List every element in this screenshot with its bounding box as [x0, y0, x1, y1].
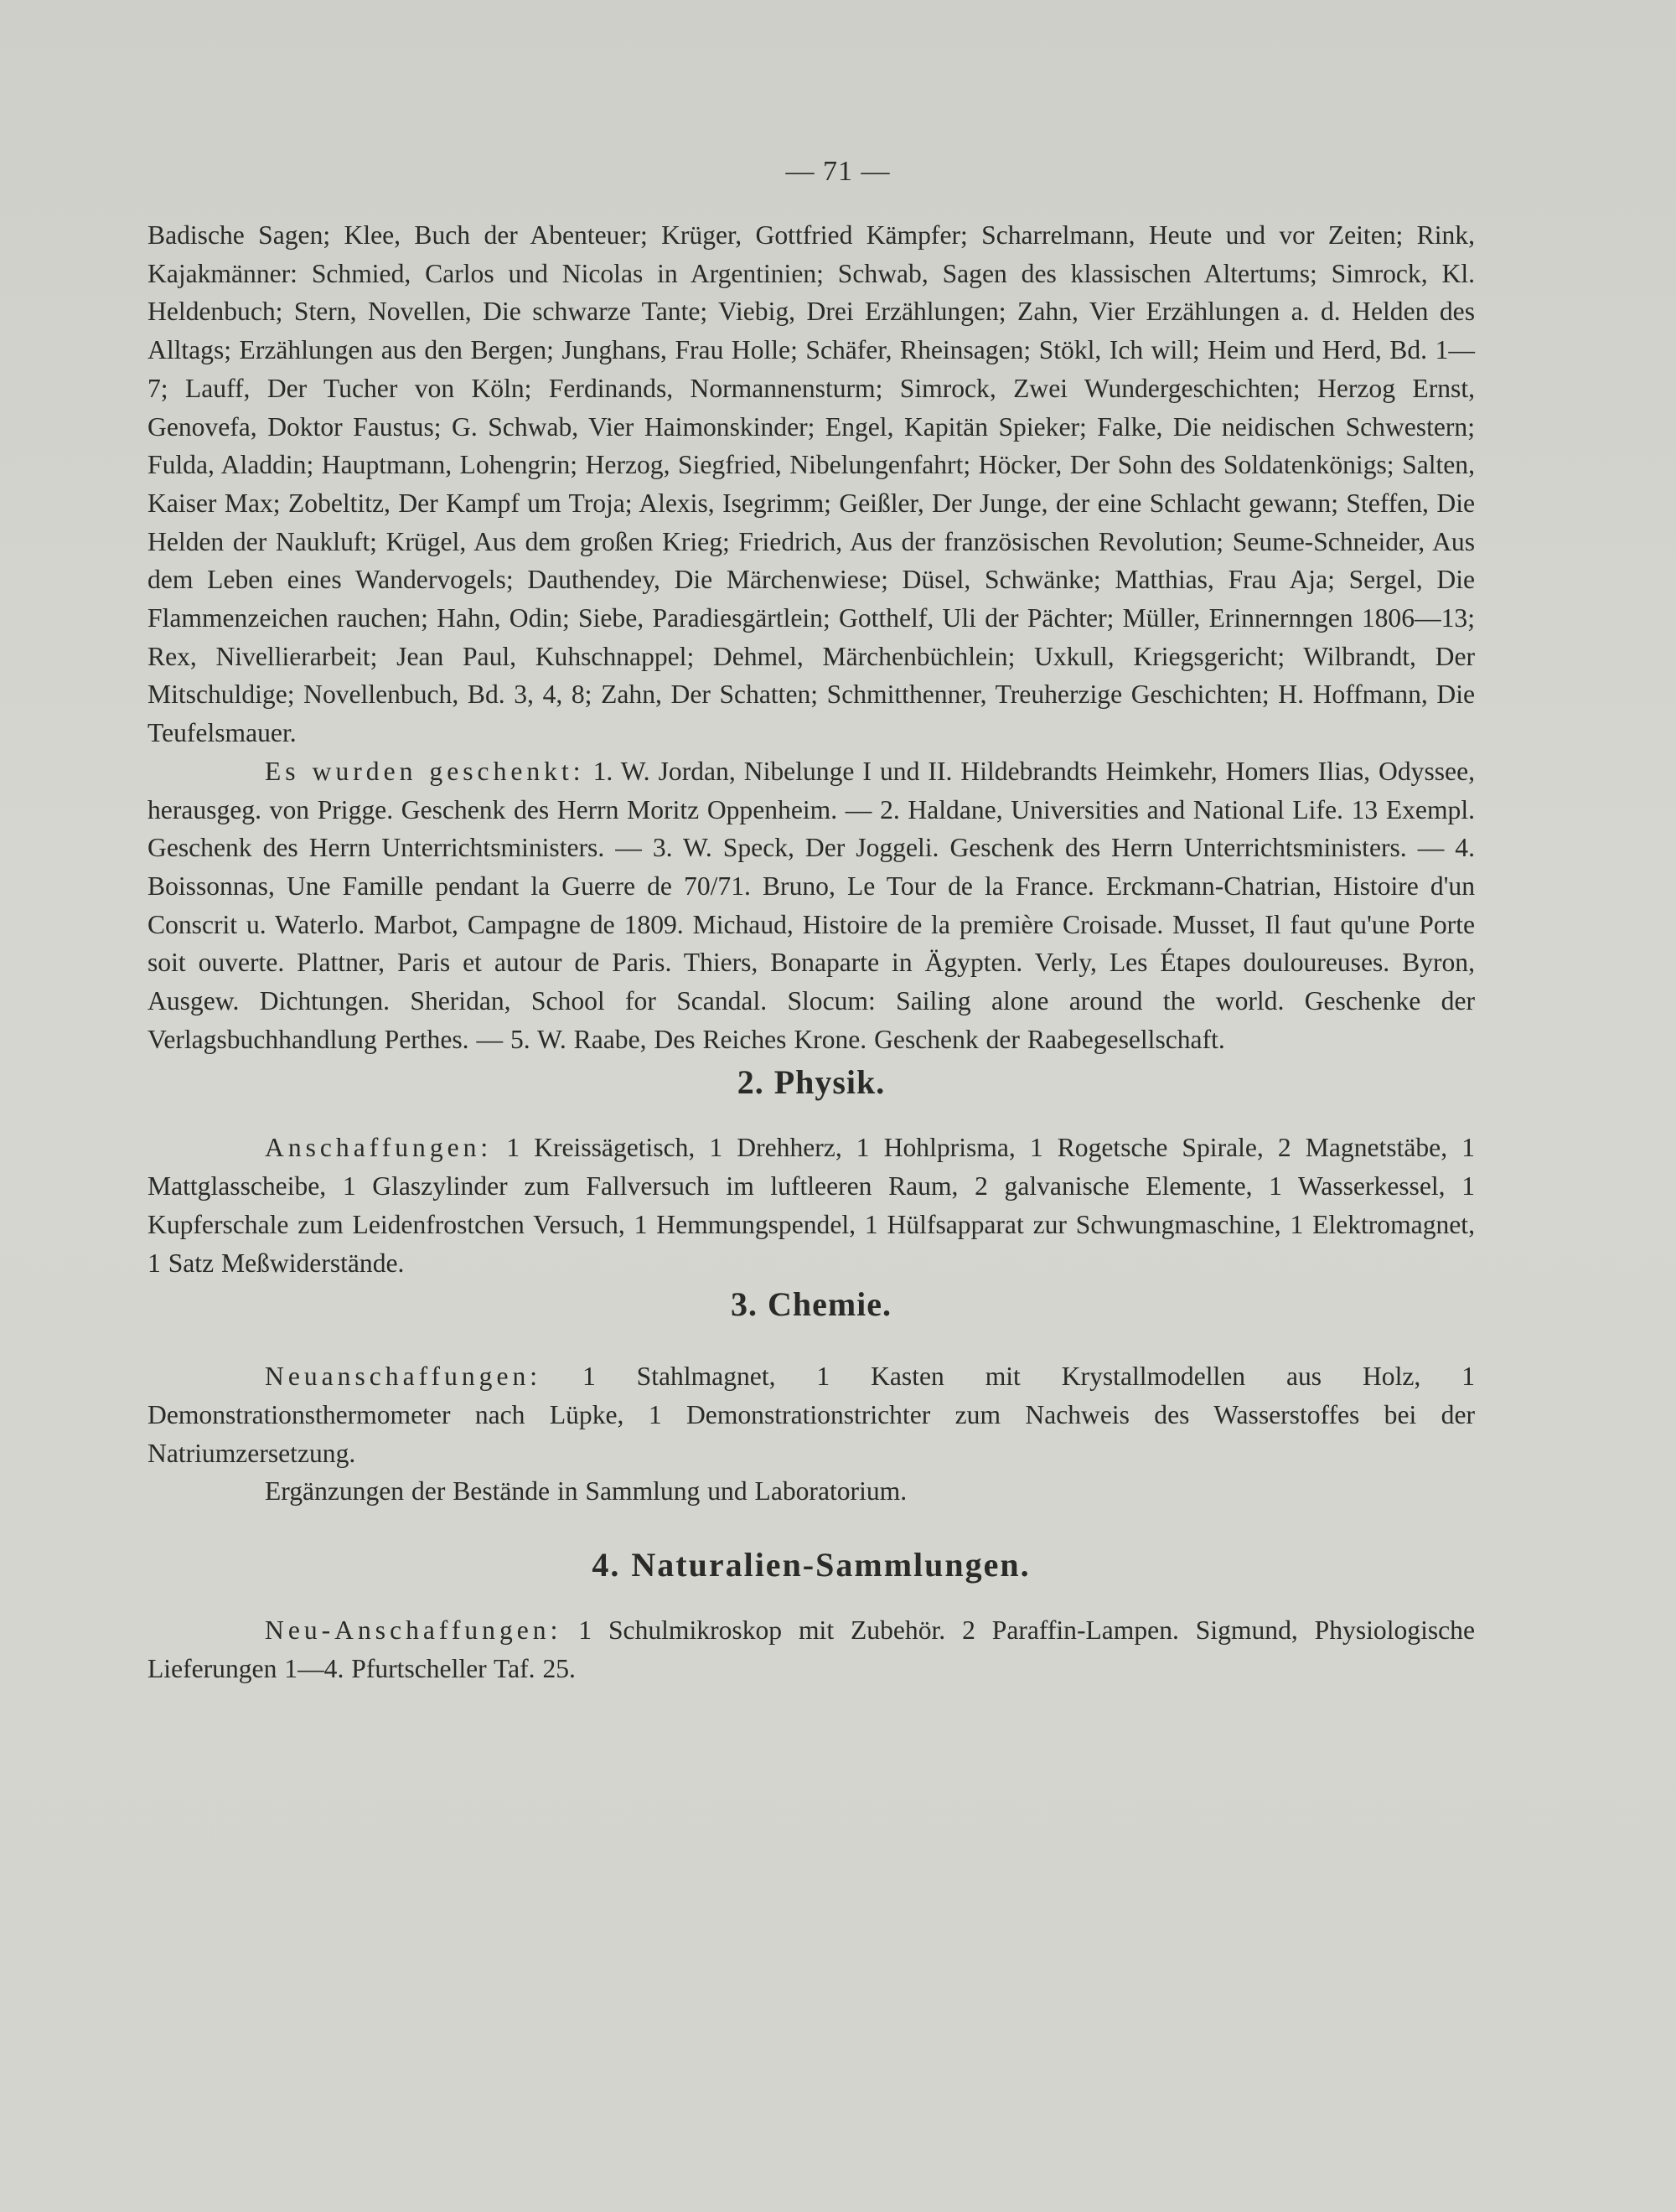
naturalien-text: 1 Schulmikroskop mit Zubehör. 2 Paraffin-Lampen. Sigmund, Physiologische Lieferungen 1—4. Pfurtscheller Taf. 25. [147, 1615, 1476, 1683]
gifts-text: 1. W. Jordan, Nibelunge I und II. Hildebrandts Heimkehr, Homers Ilias, Odyssee, herausgeg. von Prigge. Geschenk des Herrn Moritz Oppenheim. — 2. Haldane, Universities and National Life. 13 Exempl. Geschenk des Herrn Unterrichtsministers. — 3. W. Speck, Der Joggeli. Geschenk des Herrn Unterrichtsministers. — 4. Boissonnas, Une Famille pendant la Guerre de 70/71. Bruno, Le Tour de la France. Erckmann-Chatrian, Histoire d'un Conscrit u. Waterlo. Marbot, Campagne de 1809. Michaud, Histoire de la première Croisade. Musset, Il faut qu'une Porte soit ouverte. Plattner, Paris et autour de Paris. Thiers, Bonaparte in Ägypten. Verly, Les Étapes douloureuses. Byron, Ausgew. Dichtungen. Sheridan, School for Scandal. Slocum: Sailing alone around the world. Geschenke der Verlagsbuchhandlung Perthes. — 5. W. Raabe, Des Reiches Krone. Geschenk der Raabegesellschaft. [147, 756, 1475, 1054]
physik-text: 1 Kreissägetisch, 1 Drehherz, 1 Hohlprisma, 1 Rogetsche Spirale, 2 Magnetstäbe, 1 Mattglasscheibe, 1 Glaszylinder zum Fallversuch im luftleeren Raum, 2 galvanische Elemente, 1 Wasserkessel, 1 Kupferschale zum Leidenfrostchen Versuch, 1 Hemmungspendel, 1 Hülfsapparat zur Schwungmaschine, 1 Elektromagnet, 1 Satz Meßwiderstände. [147, 1133, 1475, 1278]
physik-heading: 2. Physik. [737, 1063, 886, 1102]
chemie-supplement: Ergänzungen der Bestände in Sammlung und Laboratorium. [265, 1476, 908, 1507]
page-content [147, 216, 1475, 1688]
naturalien-paragraph [147, 1611, 1475, 1687]
chemie-heading: 3. Chemie. [730, 1285, 892, 1324]
naturalien-heading: 4. Naturalien-Sammlungen. [592, 1546, 1031, 1584]
physik-paragraph [147, 1129, 1475, 1282]
page-number: — 71 — [785, 156, 891, 187]
gifts-label: Es wurden geschenkt: [265, 756, 585, 786]
chemie-label: Neuanschaffungen: [265, 1362, 542, 1392]
chemie-text: 1 Stahlmagnet, 1 Kasten mit Krystallmodellen aus Holz, 1 Demonstrationsthermometer nach Lüpke, 1 Demonstrationstrichter zum Nachweis des Wasserstoffes bei der Natriumzersetzung. [147, 1362, 1475, 1468]
naturalien-label: Neu-Anschaffungen: [265, 1615, 562, 1646]
chemie-paragraph [147, 1357, 1475, 1472]
gifts-paragraph [147, 752, 1475, 1059]
physik-label: Anschaffungen: [265, 1133, 493, 1163]
literature-list-paragraph: Badische Sagen; Klee, Buch der Abenteuer; Krüger, Gottfried Kämpfer; Scharrelmann, Heute und vor Zeiten; Rink, Kajakmänner: Schmied, Carlos und Nicolas in Argentinien; Schwab, Sagen des klassischen Altertums; Simrock, Kl. Heldenbuch; Stern, Novellen, Die schwarze Tante; Viebig, Drei Erzählungen; Zahn, Vier Erzählungen a. d. Helden des Alltags; Erzählungen aus den Bergen; Junghans, Frau Holle; Schäfer, Rheinsagen; Stökl, Ich will; Heim und Herd, Bd. 1—7; Lauff, Der Tucher von Köln; Ferdinands, Normannensturm; Simrock, Zwei Wundergeschichten; Herzog Ernst, Genovefa, Doktor Faustus; G. Schwab, Vier Haimonskinder; Engel, Kapitän Spieker; Falke, Die neidischen Schwestern; Fulda, Aladdin; Hauptmann, Lohengrin; Herzog, Siegfried, Nibelungenfahrt; Höcker, Der Sohn des Soldatenkönigs; Salten, Kaiser Max; Zobeltitz, Der Kampf um Troja; Alexis, Isegrimm; Geißler, Der Junge, der eine Schlacht gewann; Steffen, Die Helden der Naukluft; Krügel, Aus dem großen Krieg; Friedrich, Aus der französischen Revolution; Seume-Schneider, Aus dem Leben eines Wandervogels; Dauthendey, Die Märchenwiese; Düsel, Schwänke; Matthias, Frau Aja; Sergel, Die Flammenzeichen rauchen; Hahn, Odin; Siebe, Paradiesgärtlein; Gotthelf, Uli der Pächter; Müller, Erinnernngen 1806—13; Rex, Nivellierarbeit; Jean Paul, Kuhschnappel; Dehmel, Märchenbüchlein; Uxkull, Kriegsgericht; Wilbrandt, Der Mitschuldige; Novellenbuch, Bd. 3, 4, 8; Zahn, Der Schatten; Schmitthenner, Treuherzige Geschichten; H. Hoffmann, Die Teufelsmauer. [147, 220, 1475, 748]
